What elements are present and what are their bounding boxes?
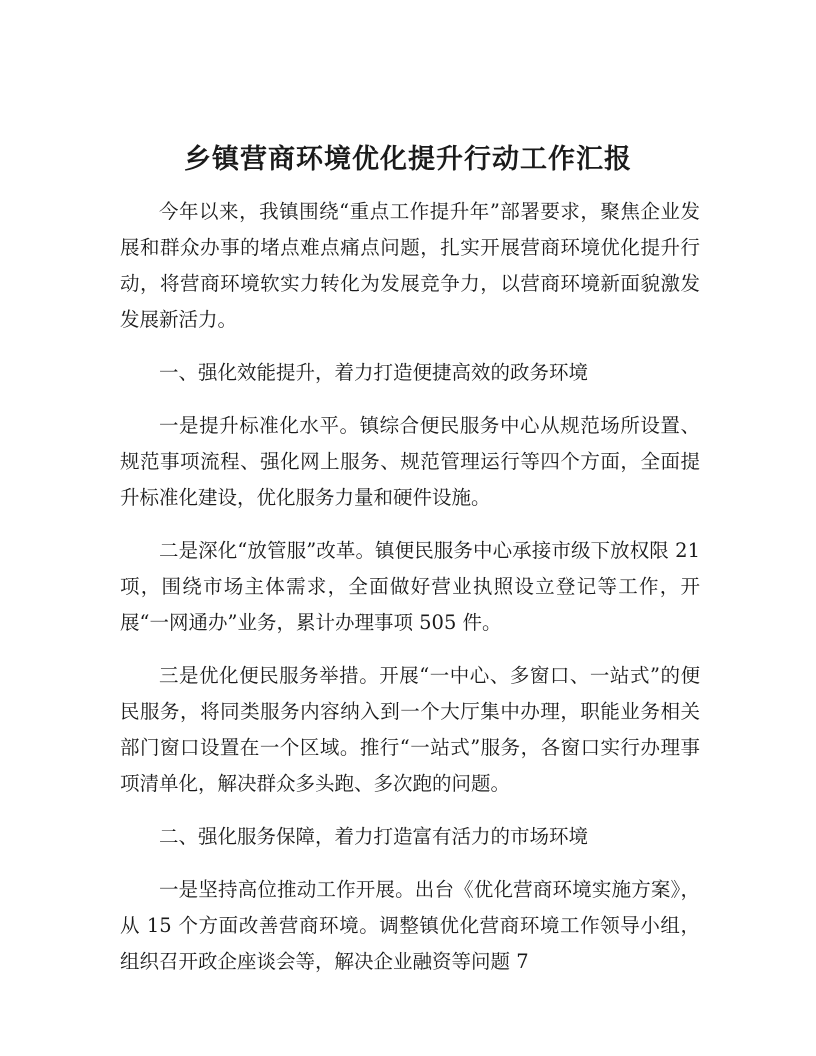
document-title: 乡镇营商环境优化提升行动工作汇报 — [184, 144, 632, 175]
section-heading-2: 二、强化服务保障，着力打造富有活力的市场环境 — [159, 825, 589, 848]
body-paragraph: 三是优化便民服务举措。开展“一中心、多窗口、一站式”的便民服务，将同类服务内容纳入到一个大厅集中办理，职能业务相关部门窗口设置在一个区域。推行“一站式”服务，各窗口实行办理事项清单化，解决群众多头跑、多次跑的问题。 — [120, 664, 700, 795]
body-paragraph: 二是深化“放管服”改革。镇便民服务中心承接市级下放权限 21 项，围绕市场主体需求，全面做好营业执照设立登记等工作，开展“一网通办”业务，累计办理事项 505 件。 — [120, 539, 700, 634]
body-paragraph: 一是提升标准化水平。镇综合便民服务中心从规范场所设置、规范事项流程、强化网上服务、规范管理运行等四个方面，全面提升标准化建设，优化服务力量和硬件设施。 — [120, 414, 700, 509]
body-paragraph: 一是坚持高位推动工作开展。出台《优化营商环境实施方案》，从 15 个方面改善营商环境。调整镇优化营商环境工作领导小组，组织召开政企座谈会等，解决企业融资等问题 7 — [120, 878, 700, 973]
section-heading-1: 一、强化效能提升，着力打造便捷高效的政务环境 — [159, 361, 589, 384]
document-body — [120, 194, 700, 997]
intro-paragraph: 今年以来，我镇围绕“重点工作提升年”部署要求，聚焦企业发展和群众办事的堵点难点痛点问题，扎实开展营商环境优化提升行动，将营商环境软实力转化为发展竞争力，以营商环境新面貌激发发展新活力。 — [120, 200, 700, 331]
